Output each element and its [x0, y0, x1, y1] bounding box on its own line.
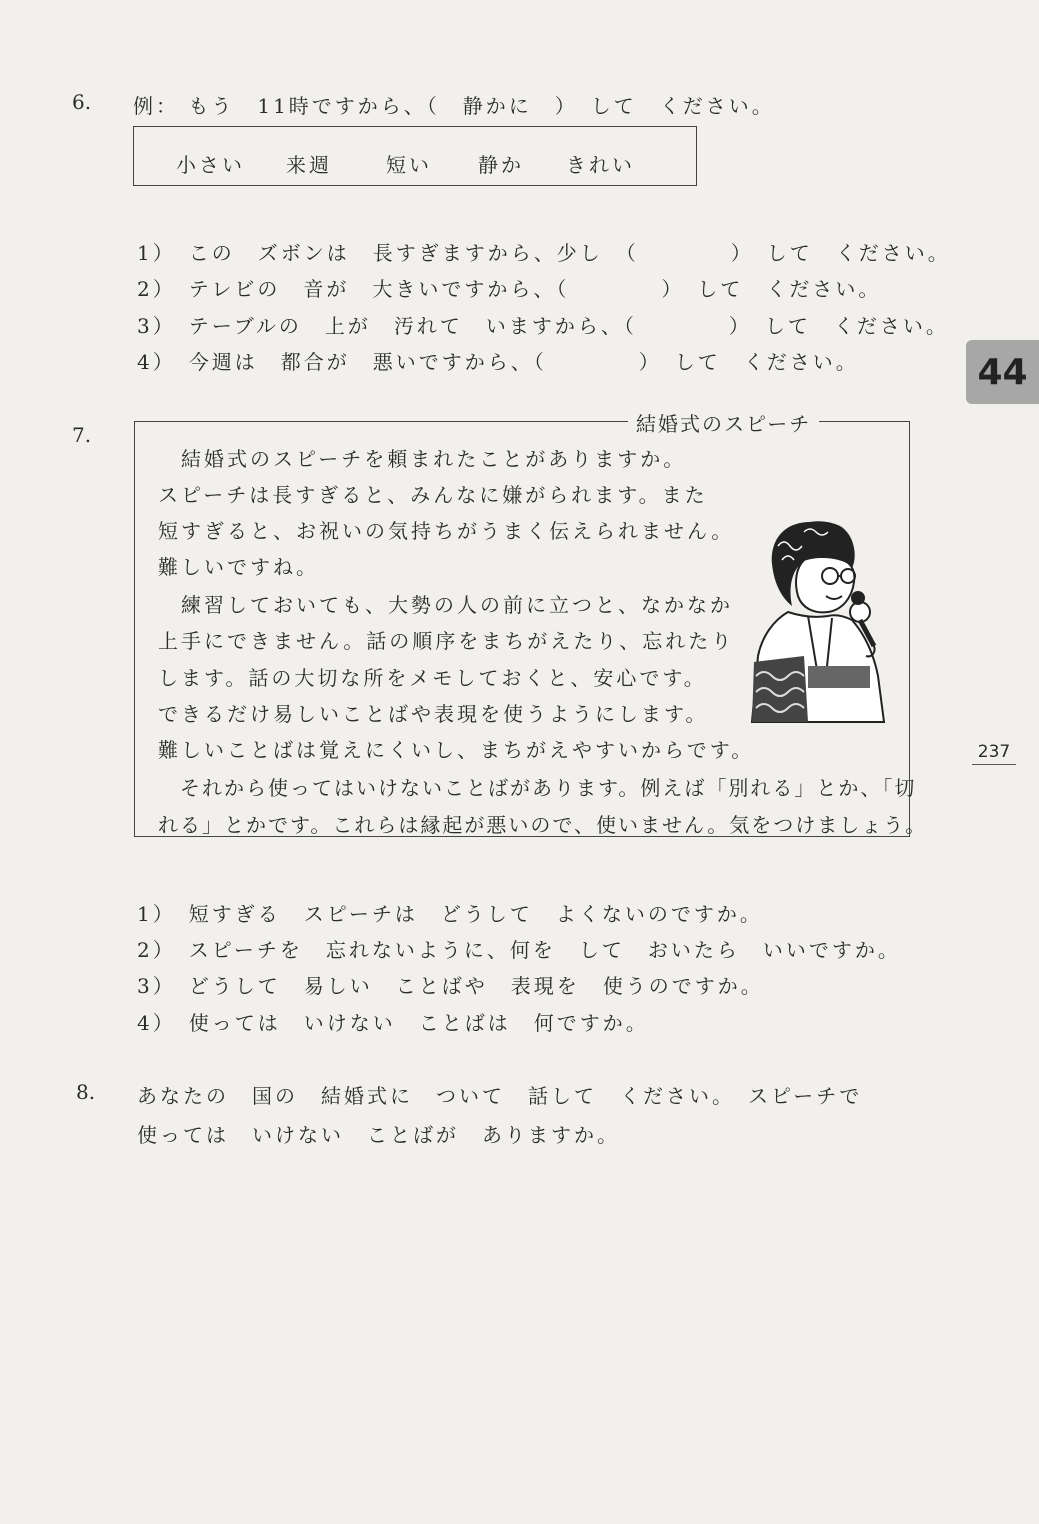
exercise-7-number: 7.	[72, 423, 92, 447]
page-number: 237	[972, 742, 1016, 765]
passage-line: それから使ってはいけないことばがあります。例えば「別れる」とか、「切	[158, 776, 917, 800]
exercise-6-item: 4） 今週は 都合が 悪いですから、（ ） して ください。	[137, 350, 859, 374]
word-box-item: きれい	[566, 153, 635, 177]
exercise-6-example: 例： もう 11時ですから、（ 静かに ） して ください。	[133, 94, 775, 118]
exercise-6-item: 1） この ズボンは 長すぎますから、少し （ ） して ください。	[137, 241, 951, 265]
word-box-item: 短い	[386, 153, 432, 177]
exercise-6-item: 2） テレビの 音が 大きいですから、（ ） して ください。	[137, 277, 882, 301]
speaker-woman-illustration	[748, 516, 888, 724]
passage-line: 練習しておいても、大勢の人の前に立つと、なかなか	[158, 593, 733, 617]
exercise-7-question: 2） スピーチを 忘れないように、何を して おいたら いいですか。	[137, 938, 901, 962]
exercise-8-number: 8.	[76, 1080, 96, 1104]
passage-line: れる」とかです。これらは縁起が悪いので、使いません。気をつけましょう。	[158, 813, 928, 837]
passage-line: できるだけ易しいことばや表現を使うようにします。	[158, 702, 709, 726]
lesson-number-tab: 44	[966, 340, 1039, 404]
word-box-item: 小さい	[176, 153, 245, 177]
exercise-6-number: 6.	[72, 90, 92, 114]
word-box-item: 静か	[478, 153, 524, 177]
passage-line: 上手にできません。話の順序をまちがえたり、忘れたり	[158, 629, 735, 653]
passage-line: スピーチは長すぎると、みんなに嫌がられます。また	[158, 483, 708, 507]
passage-title: 結婚式のスピーチ	[628, 408, 819, 437]
exercise-8-line: あなたの 国の 結婚式に ついて 話して ください。 スピーチで	[137, 1084, 863, 1108]
exercise-6-item: 3） テーブルの 上が 汚れて いますから、（ ） して ください。	[137, 314, 949, 338]
passage-line: します。話の大切な所をメモしておくと、安心です。	[158, 666, 707, 690]
word-box-item: 来週	[286, 153, 332, 177]
passage-line: 短すぎると、お祝いの気持ちがうまく伝えられません。	[158, 519, 735, 543]
exercise-7-question: 1） 短すぎる スピーチは どうして よくないのですか。	[137, 902, 763, 926]
exercise-7-question: 3） どうして 易しい ことばや 表現を 使うのですか。	[137, 974, 764, 998]
exercise-8-line: 使っては いけない ことばが ありますか。	[137, 1123, 620, 1147]
word-box	[133, 126, 697, 186]
passage-line: 結婚式のスピーチを頼まれたことがありますか。	[158, 447, 687, 471]
exercise-7-question: 4） 使っては いけない ことばは 何ですか。	[137, 1011, 649, 1035]
passage-line: 難しいことばは覚えにくいし、まちがえやすいからです。	[158, 738, 755, 762]
passage-line: 難しいですね。	[158, 555, 319, 579]
